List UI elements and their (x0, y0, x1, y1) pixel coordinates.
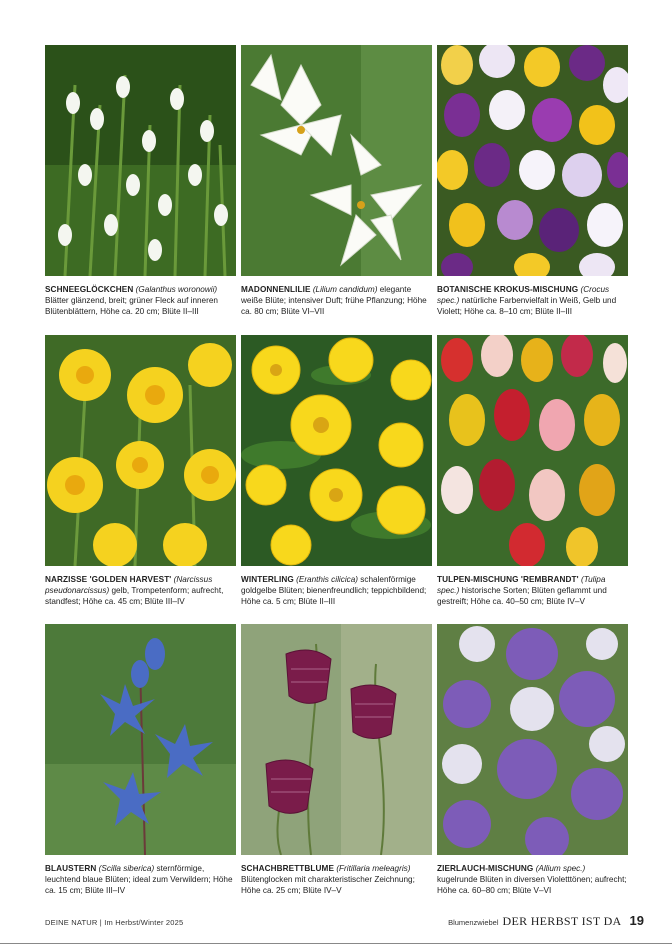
card-latin: (Scilla siberica) (98, 864, 155, 873)
snowdrop-photo (45, 45, 236, 276)
card-desc: Blätter glänzend, breit; grüner Fleck auf inneren Blütenblättern, Höhe ca. 20 cm; Blüte II–III (45, 296, 218, 316)
allium-caption (437, 863, 628, 896)
crocus-photo (437, 45, 628, 276)
scilla-photo (45, 624, 236, 855)
card-desc: sternförmige, leuchtend blaue Blüten; ideal zum Verwildern; Höhe ca. 15 cm; Blüte III–IV (45, 864, 233, 895)
card-madonna-lily (241, 45, 432, 317)
aconite-caption (241, 574, 432, 607)
footer-publication: DEINE NATUR | Im Herbst/Winter 2025 (45, 918, 184, 927)
card-latin: (Allium spec.) (535, 864, 586, 873)
tulip-photo (437, 335, 628, 566)
card-latin: (Eranthis cilicica) (296, 575, 359, 584)
footer-section-title: DER HERBST IST DA (502, 914, 622, 928)
card-fritillaria (241, 624, 432, 896)
card-desc: natürliche Farbenvielfalt in Weiß, Gelb und Violett; Höhe ca. 8–10 cm; Blüte II–III (437, 296, 617, 316)
scilla-caption (45, 863, 236, 896)
snowdrop-caption (45, 284, 236, 317)
footer-section-small: Blumenzwiebel (448, 918, 499, 927)
card-name: ZIERLAUCH-MISCHUNG (437, 864, 534, 873)
card-name: BOTANISCHE KROKUS-MISCHUNG (437, 285, 579, 294)
tulip-caption (437, 574, 628, 607)
card-desc: kugelrunde Blüten in diversen Violetttönen; aufrecht; Höhe ca. 60–80 cm; Blüte V–VI (437, 875, 627, 895)
card-name: TULPEN-MISCHUNG 'REMBRANDT' (437, 575, 579, 584)
card-desc: gelb, Trompetenform; aufrecht, standfest; Höhe ca. 45 cm; Blüte III–IV (45, 586, 224, 606)
card-allium-mix (437, 624, 628, 896)
card-latin: (Galanthus woronowii) (135, 285, 218, 294)
card-desc: Blütenglocken mit charakteristischer Zeichnung; Höhe ca. 25 cm; Blüte IV–V (241, 875, 415, 895)
lily-photo (241, 45, 432, 276)
card-latin: (Tulipa spec.) (437, 575, 606, 595)
card-name: NARZISSE 'GOLDEN HARVEST' (45, 575, 172, 584)
card-snowdrop (45, 45, 236, 317)
footer-section (448, 913, 644, 929)
card-crocus-mix (437, 45, 628, 317)
card-scilla (45, 624, 236, 896)
card-daffodil (45, 335, 236, 607)
card-name: SCHACHBRETTBLUME (241, 864, 335, 873)
card-name: BLAUSTERN (45, 864, 97, 873)
card-name: MADONNENLILIE (241, 285, 311, 294)
card-latin: (Fritillaria meleagris) (336, 864, 411, 873)
card-desc: schalenförmige goldgelbe Blüten; bienenfreundlich; teppichbildend; Höhe ca. 5 cm; Blüte II–III (241, 575, 427, 606)
card-latin: (Narcissus pseudonarcissus) (45, 575, 213, 595)
daffodil-caption (45, 574, 236, 607)
card-name: SCHNEEGLÖCKCHEN (45, 285, 134, 294)
footer-rule (0, 943, 672, 944)
fritillaria-caption (241, 863, 432, 896)
card-desc: elegante weiße Blüte; intensiver Duft; frühe Pflanzung; Höhe ca. 80 cm; Blüte VI–VII (241, 285, 427, 316)
crocus-caption (437, 284, 628, 317)
card-latin: (Crocus spec.) (437, 285, 610, 305)
daffodil-photo (45, 335, 236, 566)
card-tulip-mix (437, 335, 628, 607)
page-number: 19 (629, 913, 644, 928)
allium-photo (437, 624, 628, 855)
aconite-photo (241, 335, 432, 566)
fritillaria-photo (241, 624, 432, 855)
lily-caption (241, 284, 432, 317)
card-name: WINTERLING (241, 575, 294, 584)
card-winter-aconite (241, 335, 432, 607)
card-latin: (Lilium candidum) (312, 285, 378, 294)
card-desc: historische Sorten; Blüten geflammt und gestreift; Höhe ca. 40–50 cm; Blüte IV–V (437, 586, 607, 606)
